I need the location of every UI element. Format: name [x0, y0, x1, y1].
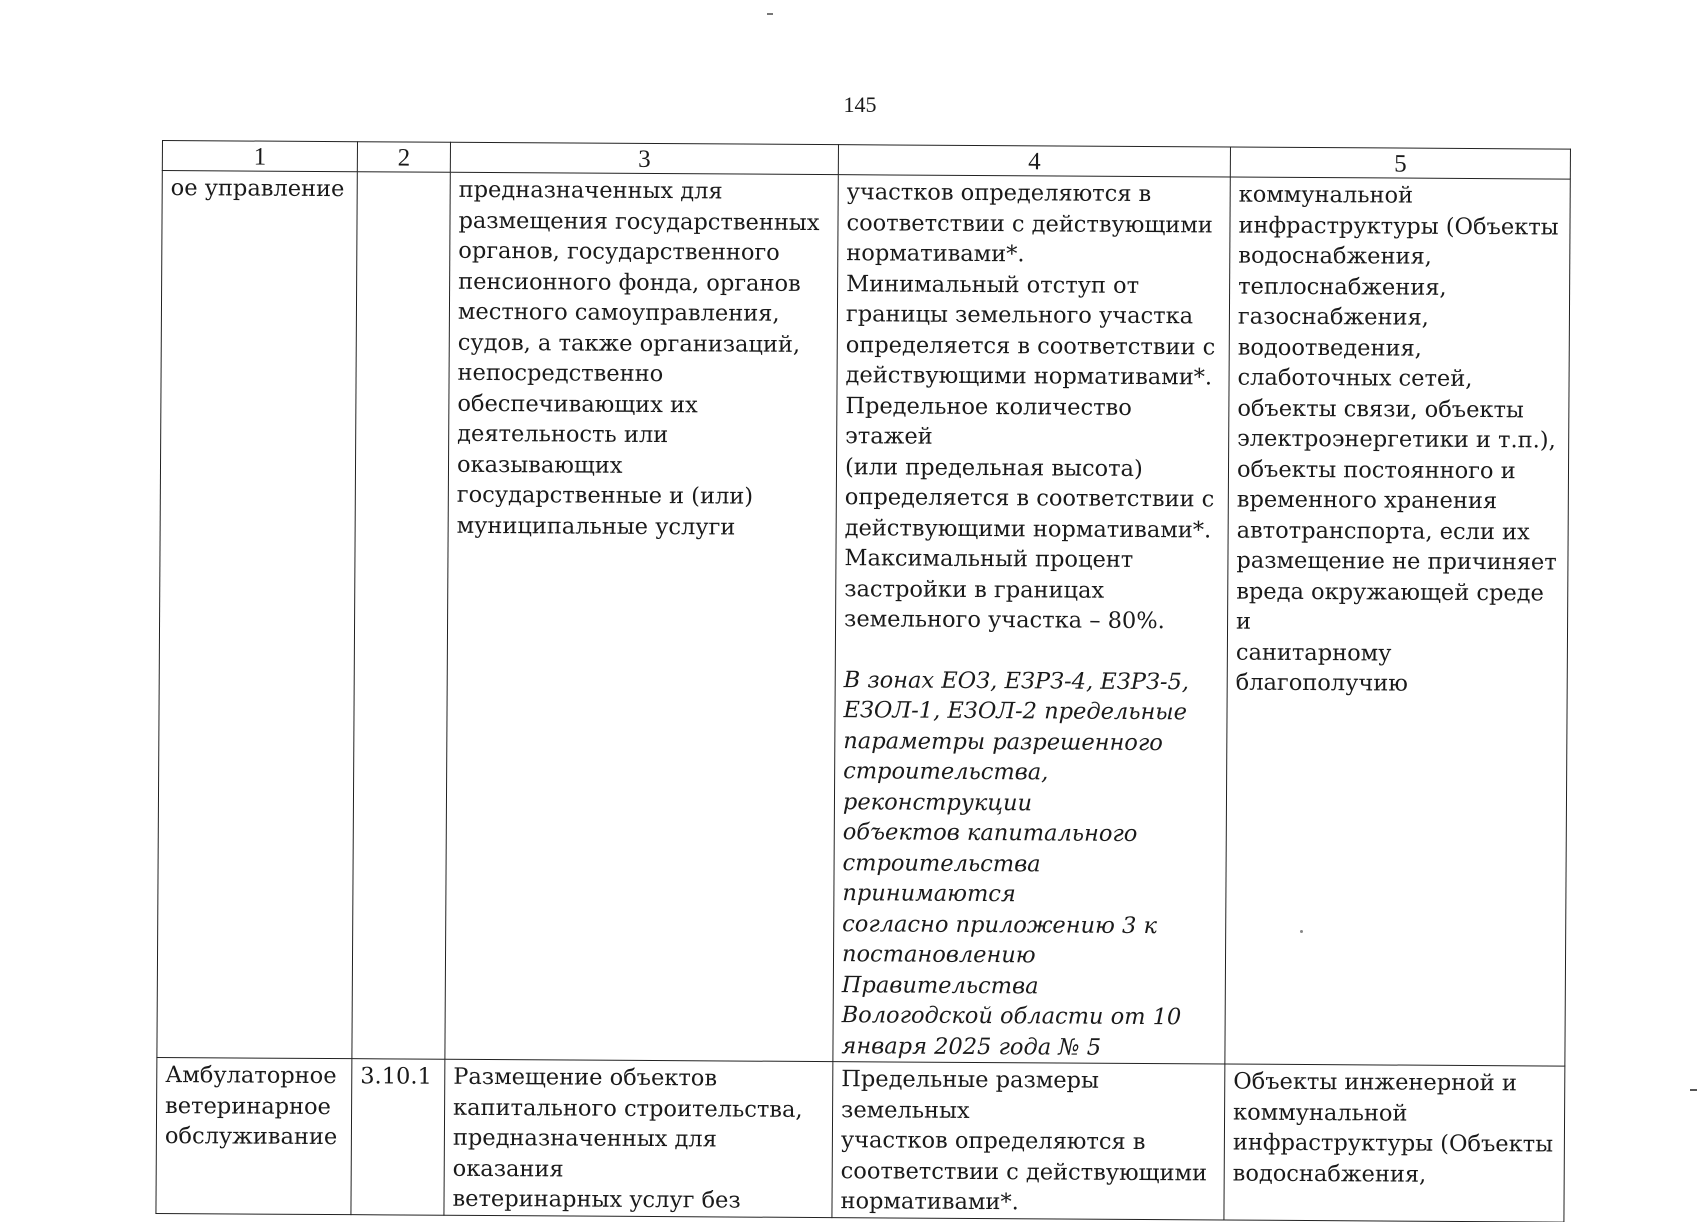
- use-description: Размещение объектов капитального строительства, предназначенных для оказания ветеринарных услуг без: [444, 1059, 833, 1217]
- header-cell: 5: [1230, 147, 1570, 179]
- parameters-cell: [833, 175, 1230, 1064]
- use-description: предназначенных для размещения государственных органов, государственного пенсионного фонда, органов местного самоуправления, судов, а также организаций, непосредственно обеспечивающих их деятельность или оказывающих государственные и (или) муниципальные услуги: [445, 172, 838, 1061]
- header-cell: 2: [357, 142, 450, 173]
- header-cell: 4: [838, 145, 1230, 177]
- scan-speck: [1300, 930, 1303, 933]
- permitted-use-name: ое управление: [157, 171, 357, 1059]
- table-row: [156, 1057, 1565, 1221]
- scan-mark: [767, 13, 773, 15]
- use-code: 3.10.1: [351, 1059, 445, 1215]
- header-cell: 3: [450, 142, 838, 174]
- page-number: 145: [843, 92, 877, 117]
- parameters-text: участков определяются в соответствии с действующими нормативами*. Минимальный отступ от границы земельного участка определяется в соответствии с действующими нормативами*. Предельное количество этажей (или предельная высота) определяется в соответствии с действующими нормативами*. Максимальный процент застройки в границах земельного участка – 80%.: [844, 179, 1216, 635]
- scan-mark: [1690, 1089, 1697, 1091]
- header-cell: 1: [162, 141, 357, 172]
- parameters-text: Предельные размеры земельных участков определяются в соответствии с действующими нормативами*.: [832, 1062, 1225, 1220]
- regulations-table: [155, 140, 1571, 1222]
- parameters-italic-note: В зонах ЕОЗ, ЕЗРЗ-4, ЕЗРЗ-5, ЕЗОЛ-1, ЕЗОЛ-2 предельные параметры разрешенного строительства, реконструкции объектов капитального строительства принимаются согласно приложению 3 к постановлению Правительства Вологодской области от 10 января 2025 года № 5: [841, 666, 1190, 1061]
- auxiliary-uses: коммунальной инфраструктуры (Объекты водоснабжения, теплоснабжения, газоснабжения, водоотведения, слаботочных сетей, объекты связи, объекты электроэнергетики и т.п.), объекты постоянного и временного хранения автотранспорта, если их размещение не причиняет вреда окружающей среде и санитарному благополучию: [1225, 177, 1570, 1066]
- permitted-use-name: Амбулаторное ветеринарное обслуживание: [156, 1057, 352, 1214]
- auxiliary-uses: Объекты инженерной и коммунальной инфраструктуры (Объекты водоснабжения,: [1224, 1064, 1565, 1222]
- use-code: [352, 172, 450, 1060]
- table-row: [157, 171, 1570, 1067]
